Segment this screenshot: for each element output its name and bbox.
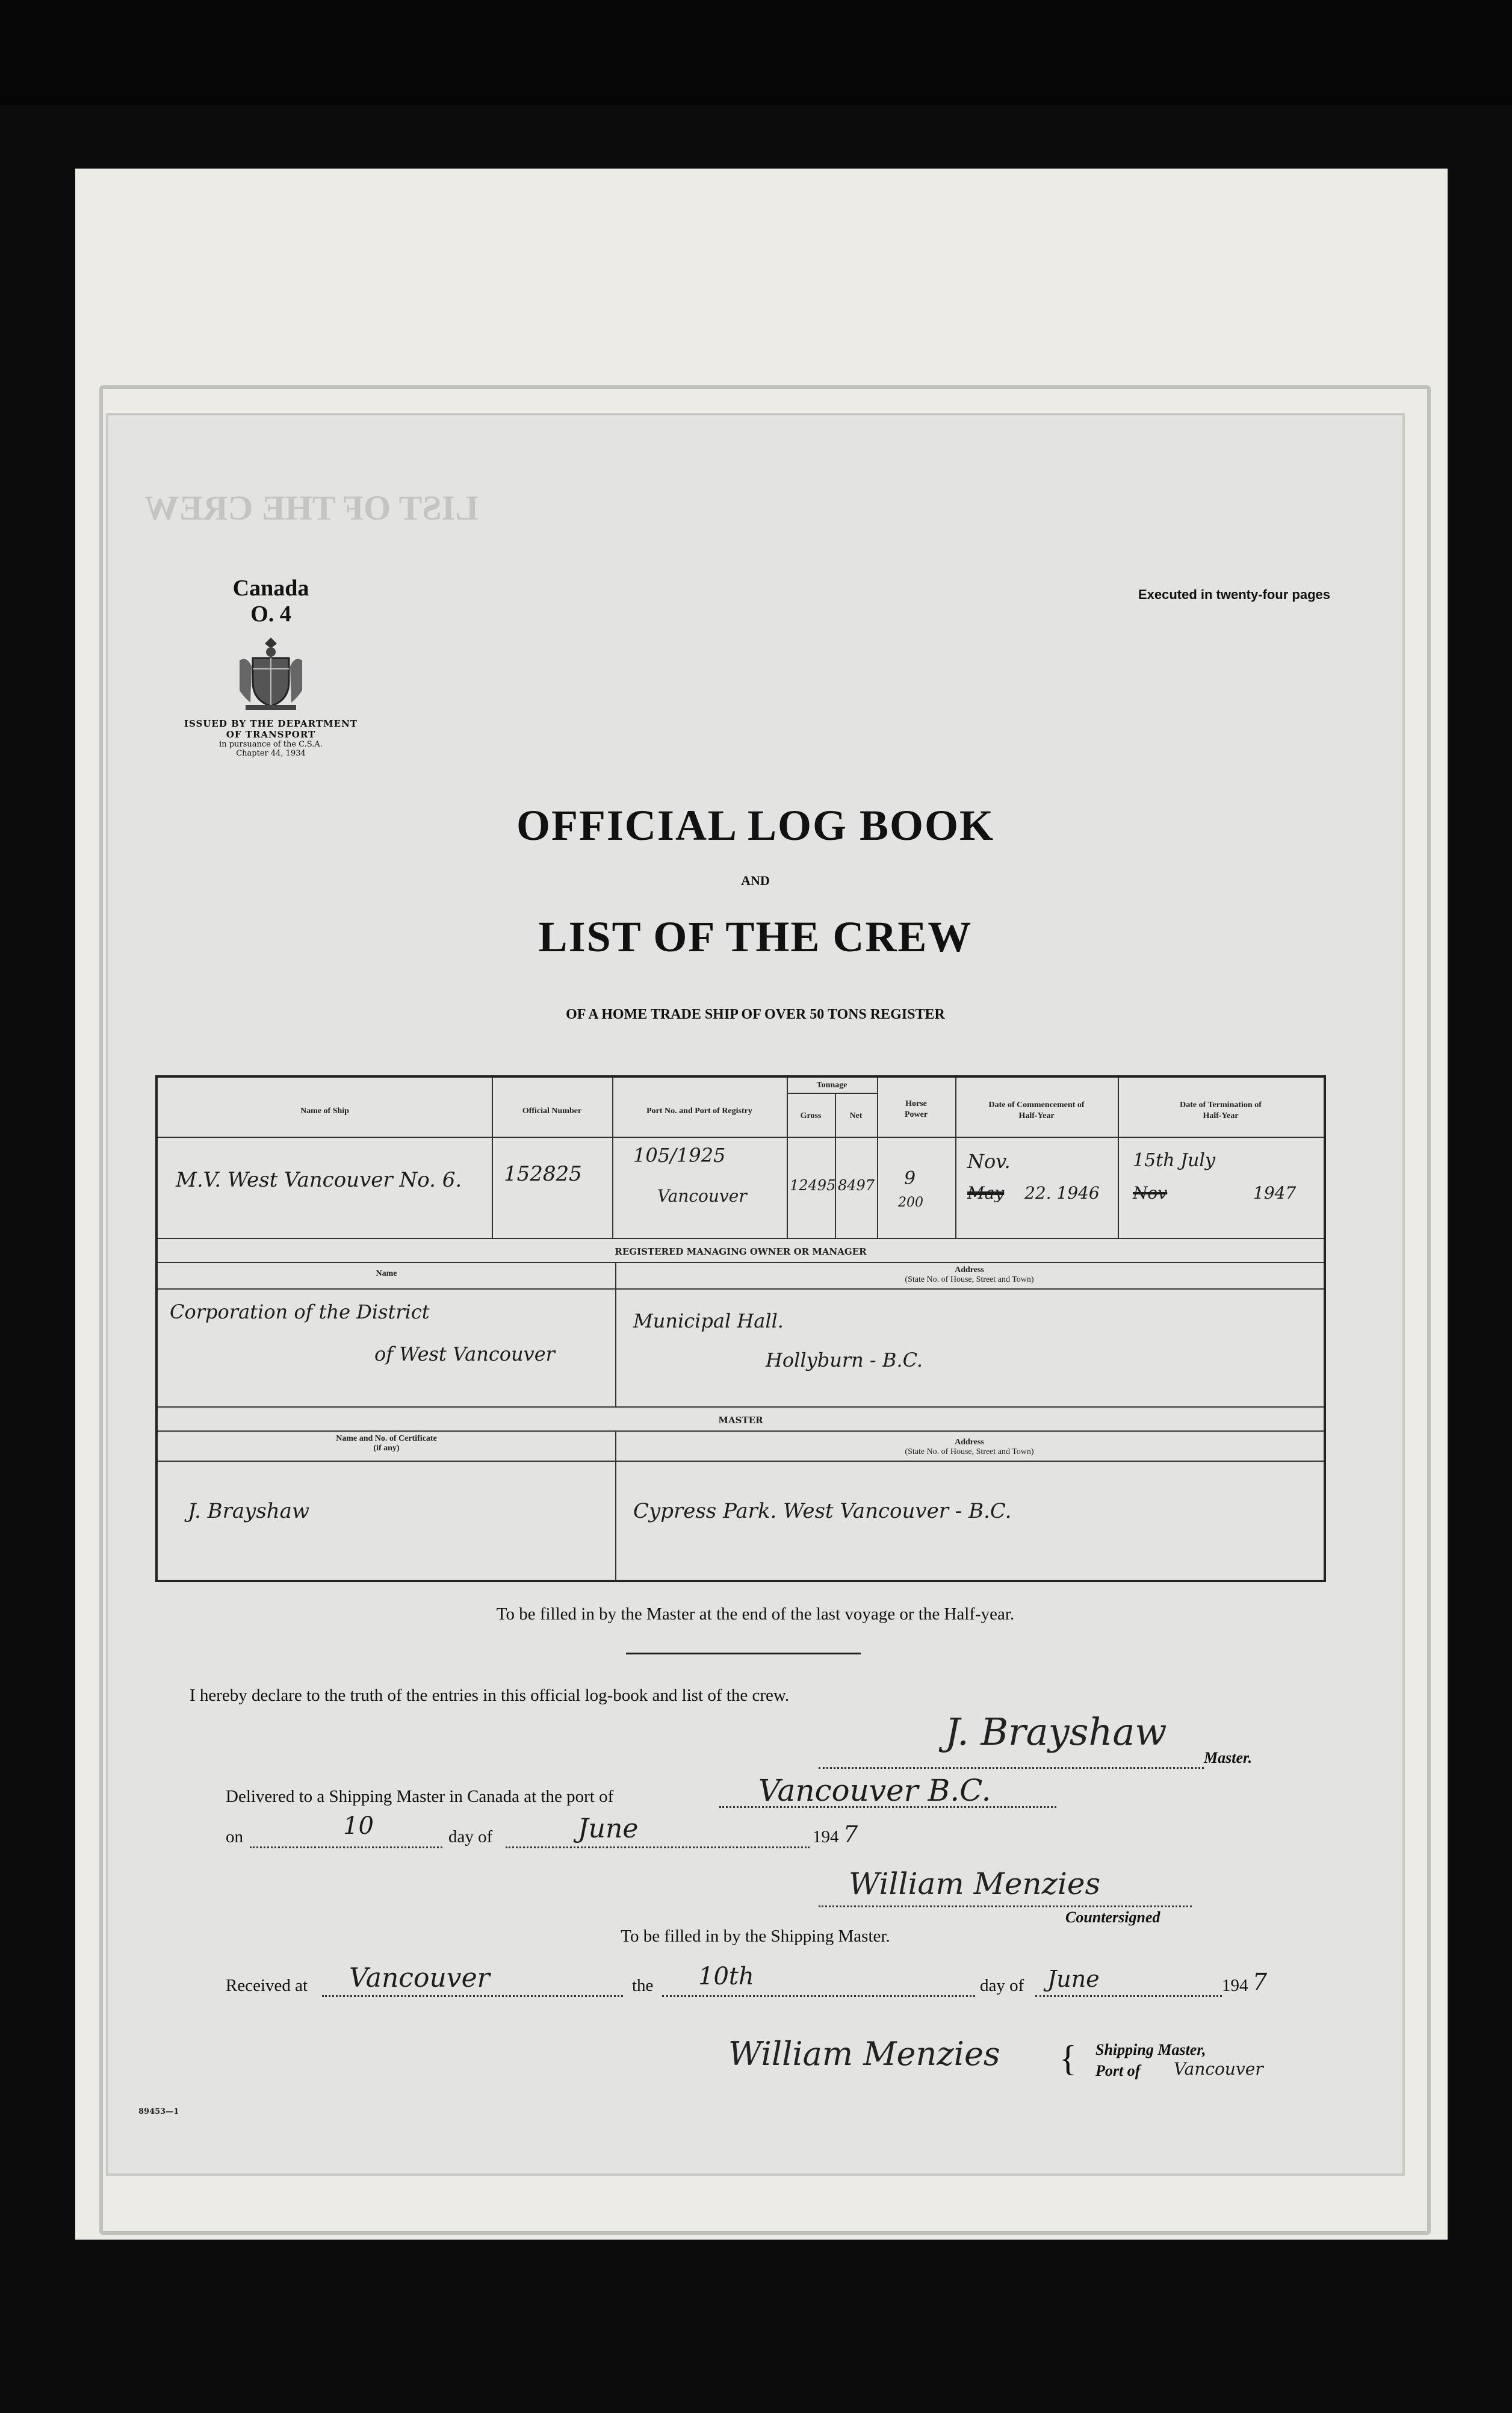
termination-date-value: 15th July xyxy=(1133,1150,1215,1171)
brace-icon: { xyxy=(1059,2039,1077,2078)
net-tonnage-value: 8497 xyxy=(838,1177,875,1194)
issued-line-1: ISSUED BY THE DEPARTMENT xyxy=(184,718,358,729)
coat-of-arms-icon xyxy=(235,634,307,712)
header-gross: Gross xyxy=(800,1111,822,1120)
termination-year-value: 1947 xyxy=(1253,1183,1297,1203)
commencement-date-value: 22. 1946 xyxy=(1024,1183,1100,1203)
header-port-of-registry: Port No. and Port of Registry xyxy=(646,1107,752,1116)
received-port-value: Vancouver xyxy=(349,1963,490,1993)
row-divider xyxy=(158,1430,1324,1432)
master-address-sub: (State No. of House, Street and Town) xyxy=(905,1447,1034,1456)
master-address-label: Address xyxy=(955,1438,984,1447)
declaration-statement: I hereby declare to the truth of the entries in this official log-book and list of the crew. xyxy=(190,1686,790,1705)
column-divider xyxy=(612,1078,613,1238)
month-line xyxy=(506,1846,810,1848)
received-day-of-label: day of xyxy=(980,1976,1024,1995)
owner-address-label: Address xyxy=(955,1266,984,1275)
country-label: Canada xyxy=(232,576,309,601)
delivered-month-value: June xyxy=(578,1813,639,1844)
delivered-year-prefix: 194 xyxy=(813,1827,839,1846)
issued-line-2: OF TRANSPORT xyxy=(226,729,316,740)
port-number-value: 105/1925 xyxy=(633,1144,726,1167)
tonnage-divider xyxy=(787,1093,877,1094)
header-tonnage: Tonnage xyxy=(816,1081,847,1090)
title-list-of-crew: LIST OF THE CREW xyxy=(538,913,973,961)
master-signature: J. Brayshaw xyxy=(945,1710,1167,1754)
master-name-sub: (if any) xyxy=(373,1444,400,1453)
ship-name-value: M.V. West Vancouver No. 6. xyxy=(176,1168,462,1192)
header-commencement-1: Date of Commencement of xyxy=(988,1101,1085,1110)
delivered-label: Delivered to a Shipping Master in Canada at the port of xyxy=(226,1787,614,1806)
master-section-title: MASTER xyxy=(718,1415,763,1426)
column-divider xyxy=(615,1430,616,1582)
scanner-border xyxy=(0,0,1512,105)
form-code: O. 4 xyxy=(250,601,291,627)
received-year-value: 7 xyxy=(1253,1969,1268,1995)
commencement-month-value: Nov. xyxy=(967,1150,1011,1173)
owner-name-label: Name xyxy=(376,1269,397,1278)
master-label: Master. xyxy=(1204,1749,1253,1766)
delivered-day-value: 10 xyxy=(343,1812,374,1840)
day-line xyxy=(250,1846,442,1848)
master-name-value: J. Brayshaw xyxy=(188,1499,310,1523)
column-divider xyxy=(492,1078,493,1238)
owner-address-line-2: Hollyburn - B.C. xyxy=(766,1349,923,1371)
header-horse-power-1: Horse xyxy=(905,1099,927,1108)
delivered-port-value: Vancouver B.C. xyxy=(758,1773,991,1808)
received-day-value: 10th xyxy=(698,1963,754,1990)
row-divider xyxy=(158,1238,1324,1239)
column-divider xyxy=(615,1262,616,1406)
gross-tonnage-value: 12495 xyxy=(790,1177,836,1194)
owner-address-line-1: Municipal Hall. xyxy=(633,1309,784,1332)
issued-line-3: in pursuance of the C.S.A. xyxy=(219,740,323,749)
master-name-label: Name and No. of Certificate xyxy=(336,1434,437,1443)
master-signature-line xyxy=(819,1767,1204,1769)
termination-struck-value: Nov xyxy=(1133,1183,1168,1203)
issuer-block xyxy=(169,575,373,758)
delivered-year-value: 7 xyxy=(843,1821,858,1848)
shipping-master-label: Shipping Master, xyxy=(1095,2041,1206,2058)
received-year-prefix: 194 xyxy=(1222,1976,1248,1995)
master-instruction: To be filled in by the Master at the end of the last voyage or the Half-year. xyxy=(496,1604,1015,1624)
row-divider xyxy=(158,1406,1324,1408)
log-book-cover xyxy=(108,415,1402,2173)
port-of-label: Port of xyxy=(1095,2062,1141,2079)
horse-power-bottom-value: 200 xyxy=(898,1195,923,1210)
received-month-value: June xyxy=(1047,1966,1100,1992)
row-divider xyxy=(158,1461,1324,1462)
received-port-line xyxy=(322,1995,623,1997)
horse-power-top-value: 9 xyxy=(904,1168,916,1189)
header-termination-1: Date of Termination of xyxy=(1180,1101,1262,1110)
owner-name-line-2: of West Vancouver xyxy=(374,1343,555,1365)
header-commencement-2: Half-Year xyxy=(1018,1111,1055,1120)
issued-line-4: Chapter 44, 1934 xyxy=(236,749,306,758)
the-label: the xyxy=(632,1976,654,1995)
owner-name-line-1: Corporation of the District xyxy=(170,1300,430,1323)
commencement-struck-value: May xyxy=(967,1183,1005,1203)
shipping-master-instruction: To be filled in by the Shipping Master. xyxy=(621,1927,890,1946)
executed-pages-note: Executed in twenty-four pages xyxy=(1138,587,1330,602)
countersign-signature: William Menzies xyxy=(849,1866,1101,1901)
countersign-line xyxy=(819,1905,1192,1907)
received-day-line xyxy=(662,1995,975,1997)
on-label: on xyxy=(226,1827,243,1846)
bleed-through-text: LIST OF THE CREW xyxy=(144,488,479,527)
row-divider xyxy=(158,1137,1324,1138)
received-at-label: Received at xyxy=(226,1976,308,1995)
title-official-log-book: OFFICIAL LOG BOOK xyxy=(516,801,995,849)
header-horse-power-2: Power xyxy=(904,1110,928,1119)
shipping-master-signature: William Menzies xyxy=(728,2035,1000,2073)
day-of-label: day of xyxy=(448,1827,493,1846)
row-divider xyxy=(158,1262,1324,1263)
ship-particulars-table xyxy=(155,1075,1326,1582)
master-address-value: Cypress Park. West Vancouver - B.C. xyxy=(633,1499,1012,1523)
divider-rule xyxy=(626,1653,861,1654)
title-subtitle: OF A HOME TRADE SHIP OF OVER 50 TONS REGISTER xyxy=(566,1007,945,1022)
title-and: AND xyxy=(741,873,770,888)
form-print-code: 89453—1 xyxy=(138,2107,179,2116)
owner-address-sub: (State No. of House, Street and Town) xyxy=(905,1275,1034,1284)
owner-section-title: REGISTERED MANAGING OWNER OR MANAGER xyxy=(615,1246,867,1257)
official-number-value: 152825 xyxy=(504,1162,582,1186)
received-month-line xyxy=(1035,1995,1222,1997)
header-name-of-ship: Name of Ship xyxy=(300,1107,349,1116)
header-termination-2: Half-Year xyxy=(1203,1111,1239,1120)
header-official-number: Official Number xyxy=(522,1107,582,1116)
column-divider xyxy=(787,1078,788,1238)
header-net: Net xyxy=(849,1111,863,1120)
port-name-value: Vancouver xyxy=(657,1186,747,1206)
row-divider xyxy=(158,1288,1324,1290)
port-of-value: Vancouver xyxy=(1174,2059,1263,2079)
countersigned-label: Countersigned xyxy=(1065,1908,1160,1926)
